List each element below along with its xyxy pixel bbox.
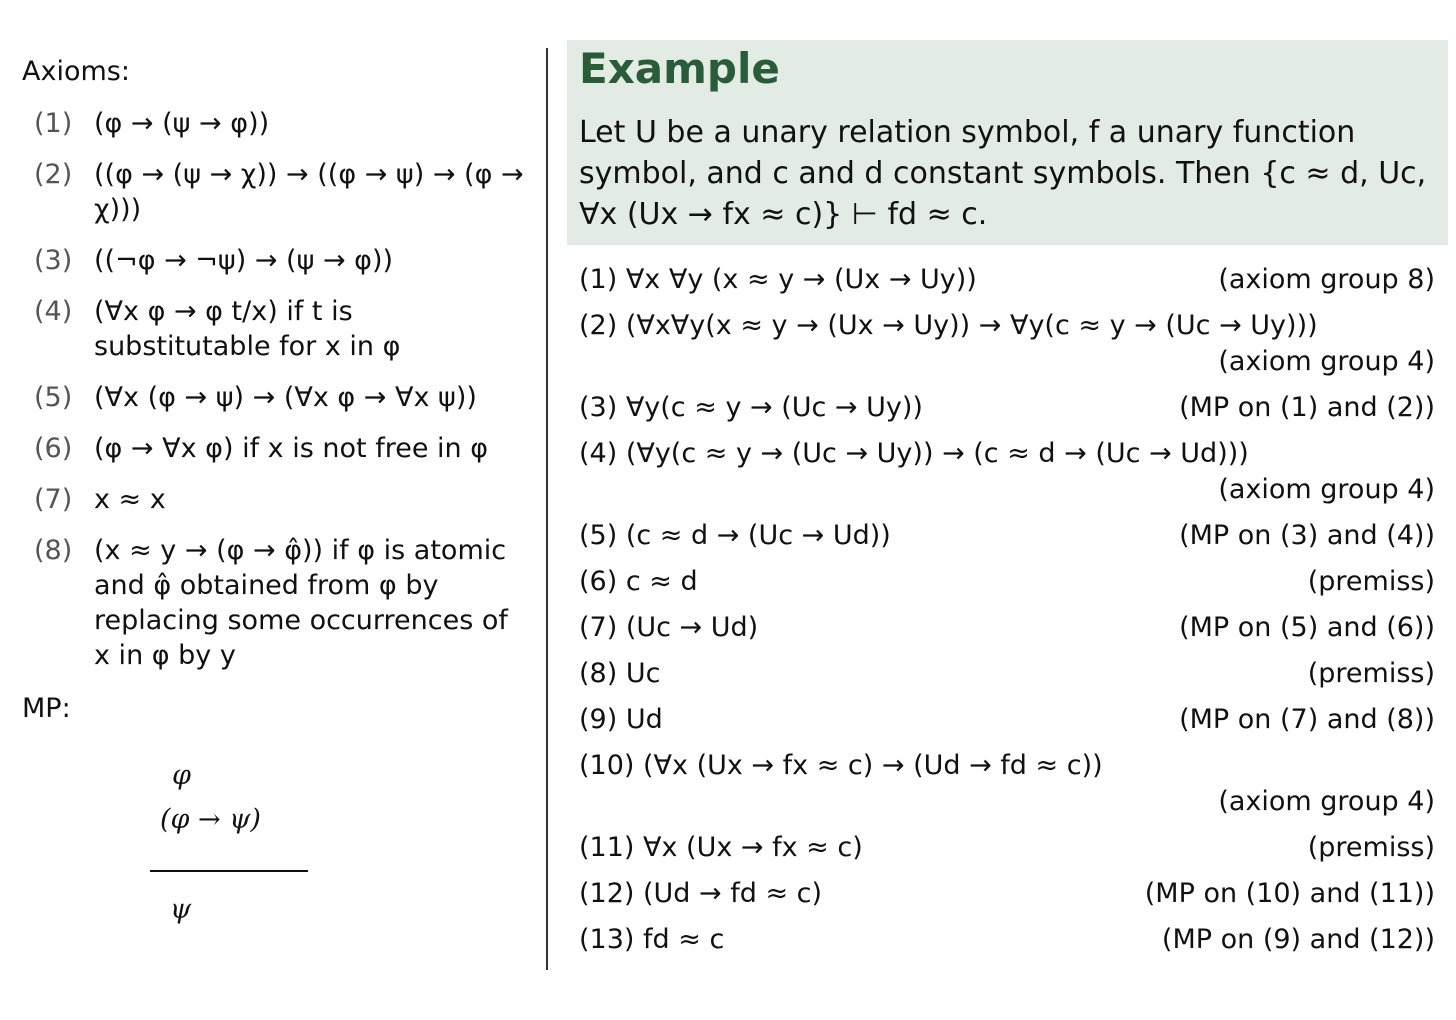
step-formula: (8) Uc <box>579 658 661 689</box>
derivation-step <box>579 308 1435 380</box>
axiom-item <box>22 482 527 517</box>
axiom-item <box>22 533 527 673</box>
axiom-item <box>22 106 527 141</box>
derivation-steps <box>579 262 1435 968</box>
step-justification: (premiss) <box>1307 566 1435 597</box>
derivation-step <box>579 830 1435 866</box>
step-formula: (9) Ud <box>579 704 663 735</box>
axiom-number: (7) <box>34 484 73 515</box>
derivation-step <box>579 564 1435 600</box>
axiom-number: (3) <box>34 245 73 276</box>
axiom-number: (6) <box>34 433 73 464</box>
step-justification: (MP on (7) and (8)) <box>1179 704 1435 735</box>
axiom-item <box>22 157 527 227</box>
axiom-text: ((φ → (ψ → χ)) → ((φ → ψ) → (φ → χ))) <box>94 159 524 225</box>
step-justification: (premiss) <box>1307 832 1435 863</box>
step-justification: (MP on (1) and (2)) <box>1179 392 1435 423</box>
mp-inference-line <box>150 870 308 872</box>
axiom-text: (φ → (ψ → φ)) <box>94 108 270 139</box>
axiom-item <box>22 380 527 415</box>
derivation-step <box>579 390 1435 426</box>
step-formula: (4) (∀y(c ≈ y → (Uc → Uy)) → (c ≈ d → (Uc → Ud))) <box>579 438 1249 469</box>
mp-premise-1: φ <box>172 760 191 791</box>
column-divider <box>546 48 548 970</box>
derivation-step <box>579 748 1435 820</box>
mp-rule <box>150 760 310 970</box>
axiom-text: (φ → ∀x φ) if x is not free in φ <box>94 433 489 464</box>
step-formula: (11) ∀x (Ux → fx ≈ c) <box>579 832 863 863</box>
axioms-panel <box>22 52 527 729</box>
axiom-text: (x ≈ y → (φ → φ̂)) if φ is atomic and φ̂ obtained from φ by replacing some occurrences of x in φ by y <box>94 535 508 671</box>
derivation-step <box>579 922 1435 958</box>
step-formula: (3) ∀y(c ≈ y → (Uc → Uy)) <box>579 392 923 423</box>
step-formula: (5) (c ≈ d → (Uc → Ud)) <box>579 520 891 551</box>
derivation-step <box>579 610 1435 646</box>
mp-premise-2: (φ → ψ) <box>160 804 261 835</box>
step-justification: (MP on (10) and (11)) <box>1144 878 1435 909</box>
example-title: Example <box>579 44 780 93</box>
mp-title: MP: <box>22 693 71 724</box>
step-justification: (premiss) <box>1307 658 1435 689</box>
step-formula: (10) (∀x (Ux → fx ≈ c) → (Ud → fd ≈ c)) <box>579 750 1103 781</box>
axiom-item <box>22 243 527 278</box>
axiom-number: (2) <box>34 159 73 190</box>
derivation-step <box>579 702 1435 738</box>
derivation-step <box>579 518 1435 554</box>
axiom-text: (∀x (φ → ψ) → (∀x φ → ∀x ψ)) <box>94 382 477 413</box>
axiom-number: (1) <box>34 108 73 139</box>
step-formula: (2) (∀x∀y(x ≈ y → (Ux → Uy)) → ∀y(c ≈ y → (Uc → Uy))) <box>579 310 1318 341</box>
axiom-text: (∀x φ → φ t/x) if t is substitutable for x in φ <box>94 296 401 362</box>
axiom-text: x ≈ x <box>94 484 166 515</box>
axiom-number: (5) <box>34 382 73 413</box>
axiom-item <box>22 431 527 466</box>
axioms-title: Axioms: <box>22 56 130 87</box>
step-formula: (13) fd ≈ c <box>579 924 725 955</box>
mp-conclusion: ψ <box>170 894 192 925</box>
step-justification: (axiom group 4) <box>1218 346 1435 377</box>
example-box <box>567 40 1448 245</box>
derivation-step <box>579 262 1435 298</box>
step-justification: (MP on (9) and (12)) <box>1161 924 1435 955</box>
derivation-step <box>579 876 1435 912</box>
axiom-text: ((¬φ → ¬ψ) → (ψ → φ)) <box>94 245 394 276</box>
step-justification: (axiom group 4) <box>1218 474 1435 505</box>
example-statement: Let U be a unary relation symbol, f a unary function symbol, and c and d constant symbols. Then {c ≈ d, Uc, ∀x (Ux → fx ≈ c)} ⊢ fd ≈ c. <box>579 115 1427 232</box>
step-formula: (6) c ≈ d <box>579 566 698 597</box>
step-justification: (MP on (3) and (4)) <box>1179 520 1435 551</box>
step-justification: (axiom group 4) <box>1218 786 1435 817</box>
step-formula: (12) (Ud → fd ≈ c) <box>579 878 823 909</box>
derivation-step <box>579 656 1435 692</box>
step-justification: (axiom group 8) <box>1218 264 1435 295</box>
axiom-number: (8) <box>34 535 73 566</box>
derivation-step <box>579 436 1435 508</box>
step-justification: (MP on (5) and (6)) <box>1179 612 1435 643</box>
step-formula: (1) ∀x ∀y (x ≈ y → (Ux → Uy)) <box>579 264 977 295</box>
step-formula: (7) (Uc → Ud) <box>579 612 759 643</box>
axiom-item <box>22 294 527 364</box>
axiom-number: (4) <box>34 296 73 327</box>
